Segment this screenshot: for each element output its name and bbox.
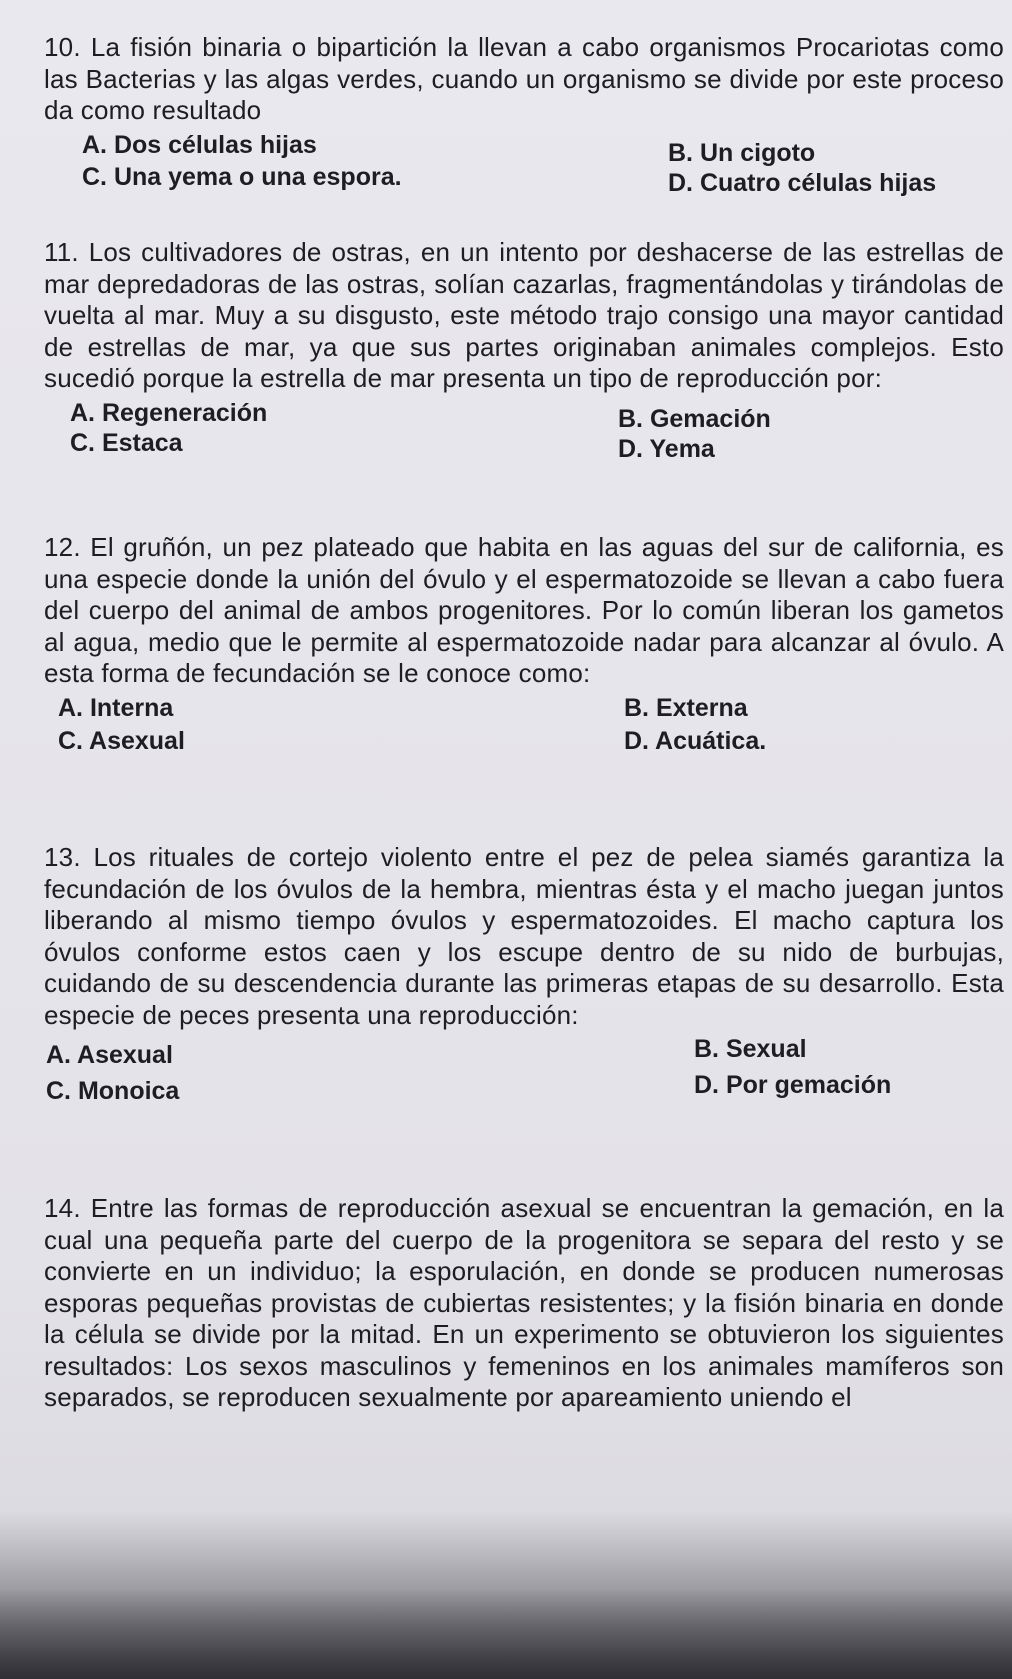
option-b[interactable]: B. Sexual (694, 1035, 807, 1063)
question-stem: 12. El gruñón, un pez plateado que habita en las aguas del sur de california, es una especie donde la unión del óvulo y el espermatozoide se llevan a cabo fuera del cuerpo del animal de ambos progenitores. Por lo común liberan los gametos al agua, medio que le permite al espermatozoide nadar para alcanzar al óvulo. A esta forma de fecundación se le conoce como: (44, 532, 1004, 688)
question-12 (44, 532, 1004, 758)
option-b[interactable]: B. Externa (624, 693, 748, 722)
option-b[interactable]: B. Un cigoto (668, 138, 816, 167)
answer-options (44, 694, 1004, 758)
option-a[interactable]: A. Regeneración (70, 398, 268, 427)
question-stem: 13. Los rituales de cortejo violento entre el pez de pelea siamés garantiza la fecundación de los óvulos de la hembra, mientras ésta y el macho juegan juntos liberando al mismo tiempo óvulos y espermatozoides. El macho captura los óvulos conforme estos caen y los escupe dentro de su nido de burbujas, cuidando de su descendencia durante las primeras etapas de su desarrollo. Esta especie de peces presenta una reproducción: (44, 842, 1004, 1030)
option-d[interactable]: D. Yema (618, 434, 715, 463)
option-d[interactable]: D. Acuática. (624, 726, 767, 755)
option-c[interactable]: C. Monoica (46, 1077, 180, 1105)
question-stem: 10. La fisión binaria o bipartición la llevan a cabo organismos Procariotas como las Bacterias y las algas verdes, cuando un organismo se divide por este proceso da como resultado (44, 32, 1004, 125)
question-14 (44, 1193, 1004, 1414)
photo-shadow (0, 1589, 1012, 1679)
option-a[interactable]: A. Interna (58, 693, 174, 722)
option-d[interactable]: D. Cuatro células hijas (668, 168, 937, 197)
question-11 (44, 237, 1004, 463)
question-stem: 11. Los cultivadores de ostras, en un intento por deshacerse de las estrellas de mar depredadoras de las ostras, solían cazarlas, fragmentándolas y tirándolas de vuelta al mar. Muy a su disgusto, este método trajo consigo una mayor cantidad de estrellas de mar, ya que sus partes originaban animales complejos. Esto sucedió porque la estrella de mar presenta un tipo de reproducción por: (44, 237, 1004, 393)
option-c[interactable]: C. Una yema o una espora. (82, 162, 402, 191)
answer-options (44, 1035, 1004, 1105)
option-a[interactable]: A. Asexual (46, 1041, 173, 1069)
option-c[interactable]: C. Estaca (70, 428, 183, 457)
option-a[interactable]: A. Dos células hijas (82, 130, 317, 159)
answer-options (44, 399, 1004, 463)
question-10 (44, 32, 1004, 195)
option-b[interactable]: B. Gemación (618, 404, 771, 433)
question-13 (44, 842, 1004, 1105)
answer-options (44, 131, 1004, 195)
option-c[interactable]: C. Asexual (58, 726, 185, 755)
question-stem: 14. Entre las formas de reproducción asexual se encuentran la gemación, en la cual una pequeña parte del cuerpo de la progenitora se separa del resto y se convierte en un individuo; la esporulación, en donde se producen numerosas esporas pequeñas provistas de cubiertas resistentes; y la fisión binaria en donde la célula se divide por la mitad. En un experimento se obtuvieron los siguientes resultados: Los sexos masculinos y femeninos en los animales mamíferos son separados, se reproducen sexualmente por apareamiento uniendo el (44, 1193, 1004, 1412)
option-d[interactable]: D. Por gemación (694, 1071, 892, 1099)
